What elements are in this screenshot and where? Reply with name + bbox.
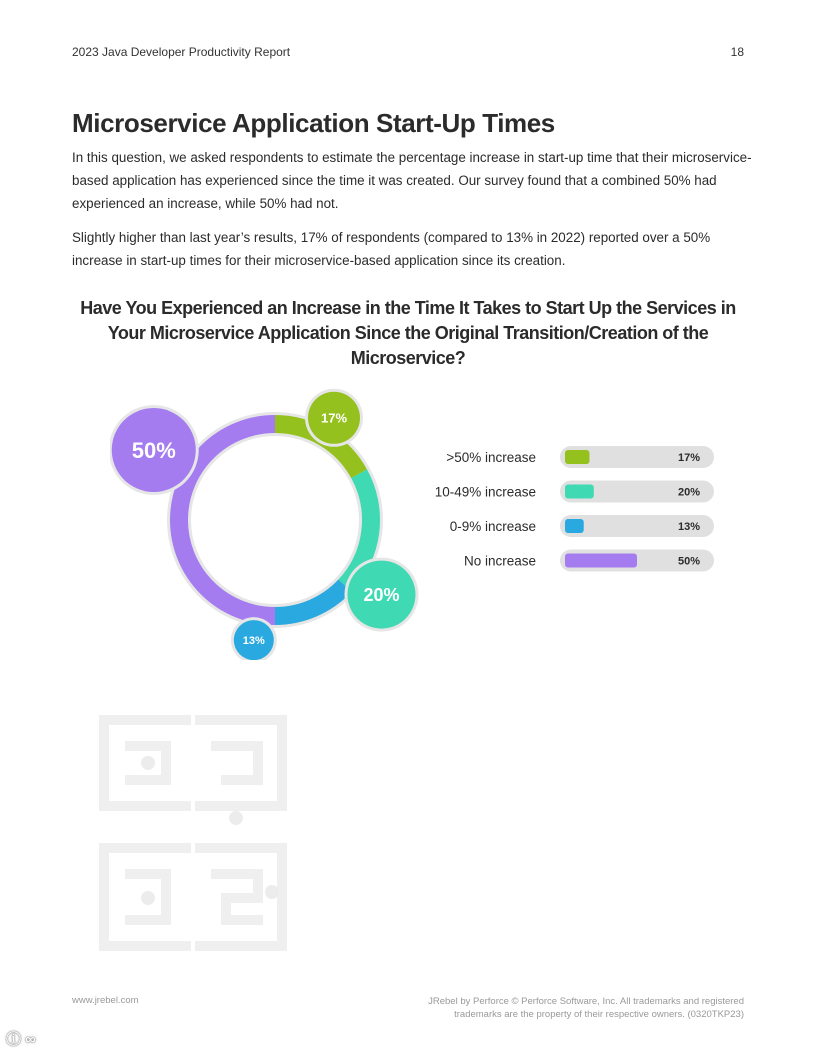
- bar-fill: [565, 485, 594, 499]
- donut-chart: [110, 380, 440, 660]
- footer-legal: [384, 995, 744, 1021]
- bar-value-label: 17%: [677, 452, 700, 464]
- bar-fill: [565, 554, 637, 568]
- bar-category-label: >50% increase: [446, 450, 536, 465]
- bubble-label: 13%: [242, 635, 265, 648]
- bar-category-label: No increase: [463, 553, 536, 569]
- footer-website: www.jrebel.com: [72, 995, 139, 1006]
- bubble-label: 50%: [131, 437, 176, 463]
- bar-value-label: 13%: [677, 521, 700, 533]
- footer-legal-line1: JRebel by Perforce © Perforce Software, Inc. All trademarks and registered: [428, 996, 744, 1007]
- bar-value-label: 20%: [677, 486, 700, 499]
- bar-fill: [565, 519, 584, 533]
- watermark-stamp-icon: ⓘ ∞: [6, 1031, 36, 1048]
- bar-category-label: 10-49% increase: [434, 484, 536, 500]
- section-title: Microservice Application Start-Up Times: [72, 108, 555, 138]
- bar-fill: [565, 450, 589, 464]
- bubble-label: 20%: [363, 585, 400, 606]
- chart-title: Have You Experienced an Increase in the Time It Takes to Start Up the Services in Your Microservice Application Since the Original Transition/Creation of the Microservice?: [80, 298, 736, 368]
- bar-category-label: 0-9% increase: [449, 519, 536, 534]
- bar-legend: [420, 440, 720, 580]
- page-number: 18: [730, 45, 744, 59]
- donut-slice: [275, 586, 345, 616]
- footer-legal-line2: trademarks are the property of their respective owners. (0320TKP23): [454, 1009, 744, 1020]
- report-title: 2023 Java Developer Productivity Report: [72, 45, 291, 59]
- bar-value-label: 50%: [677, 555, 700, 568]
- comparison-paragraph: Slightly higher than last year’s results, 17% of respondents (compared to 13% in 2022) reported over a 50% increase in start-up times for their microservice-based application since its creation.: [72, 230, 711, 268]
- jrebel-watermark-logo: [96, 708, 288, 958]
- intro-paragraph: In this question, we asked respondents to estimate the percentage increase in start-up time that their microservice-based application has experienced since the time it was created. Our survey found that a combined 50% had experienced an increase, while 50% had not.: [72, 150, 752, 211]
- bubble-label: 17%: [320, 410, 348, 426]
